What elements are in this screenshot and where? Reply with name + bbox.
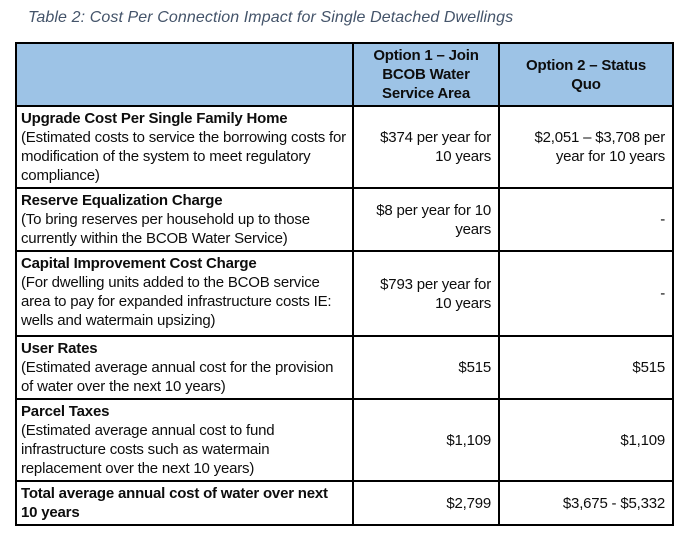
row-description: (Estimated average annual cost to fund infrastructure costs such as watermain replacement over the next 10 years) [21, 422, 275, 477]
total-label-cell: Total average annual cost of water over next 10 years [16, 481, 353, 525]
option2-value: - [499, 188, 673, 251]
row-label-cell [16, 399, 353, 481]
row-title: User Rates [21, 340, 98, 357]
row-description: (To bring reserves per household up to those currently within the BCOB Water Service) [21, 211, 310, 247]
total-option2-value: $3,675 - $5,332 [499, 481, 673, 525]
table-row [16, 399, 673, 481]
row-description: (For dwelling units added to the BCOB service area to pay for expanded infrastructure costs IE: wells and watermain upsizing) [21, 274, 332, 329]
option2-value: - [499, 251, 673, 336]
row-title: Capital Improvement Cost Charge [21, 255, 257, 272]
header-row [16, 43, 673, 106]
option2-value: $2,051 – $3,708 per year for 10 years [499, 106, 673, 188]
row-label-cell [16, 188, 353, 251]
option2-value: $1,109 [499, 399, 673, 481]
cost-comparison-table [15, 42, 674, 526]
header-option2: Option 2 – Status Quo [499, 43, 673, 106]
table-row [16, 251, 673, 336]
option1-value: $8 per year for 10 years [353, 188, 499, 251]
row-title: Upgrade Cost Per Single Family Home [21, 110, 288, 127]
row-label-cell [16, 336, 353, 399]
option1-value: $515 [353, 336, 499, 399]
row-description: (Estimated costs to service the borrowing costs for modification of the system to meet regulatory compliance) [21, 129, 346, 184]
header-option1: Option 1 – Join BCOB Water Service Area [353, 43, 499, 106]
row-description: (Estimated average annual cost for the provision of water over the next 10 years) [21, 359, 334, 395]
option1-value: $1,109 [353, 399, 499, 481]
row-label-cell [16, 106, 353, 188]
header-empty-cell [16, 43, 353, 106]
option2-value: $515 [499, 336, 673, 399]
total-option1-value: $2,799 [353, 481, 499, 525]
table-row [16, 106, 673, 188]
option1-value: $793 per year for 10 years [353, 251, 499, 336]
option1-value: $374 per year for 10 years [353, 106, 499, 188]
total-row [16, 481, 673, 525]
table-caption: Table 2: Cost Per Connection Impact for Single Detached Dwellings [28, 9, 514, 26]
table-row [16, 336, 673, 399]
row-title: Parcel Taxes [21, 403, 110, 420]
row-title: Reserve Equalization Charge [21, 192, 223, 209]
table-row [16, 188, 673, 251]
row-label-cell [16, 251, 353, 336]
